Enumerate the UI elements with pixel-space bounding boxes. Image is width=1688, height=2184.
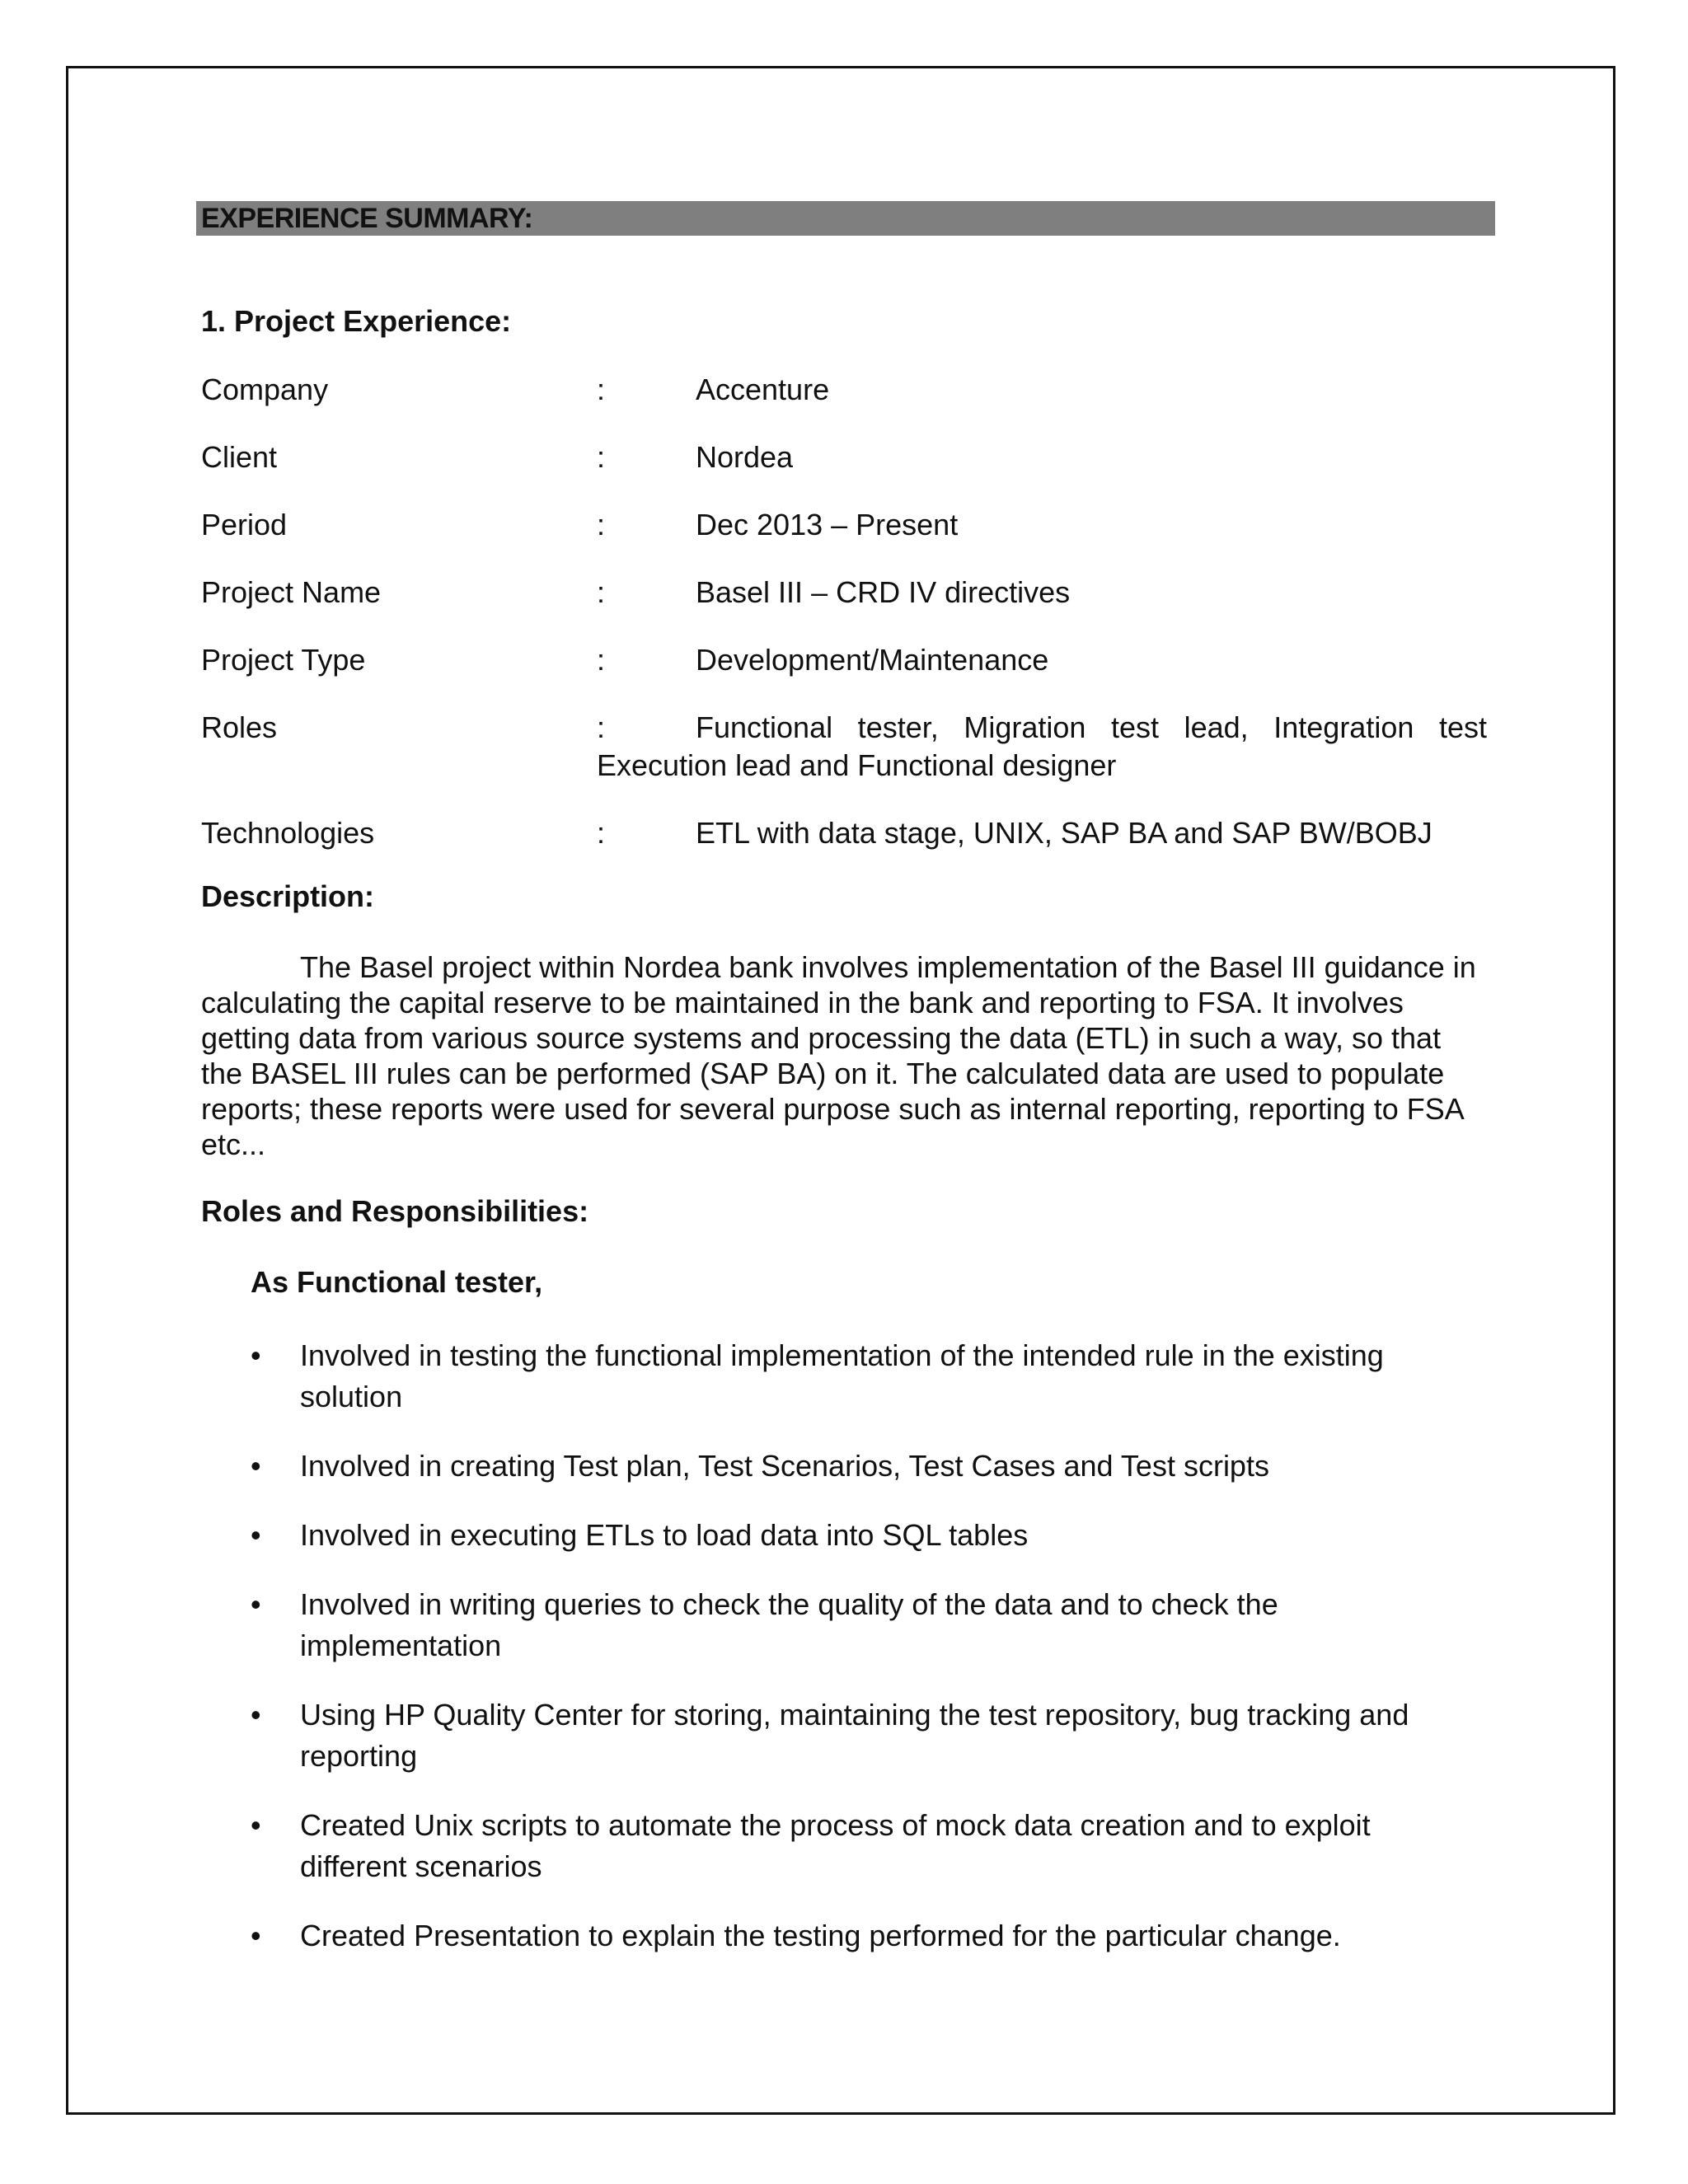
list-item-text: Involved in testing the functional implementation of the intended rule in the existing solution — [300, 1338, 1384, 1413]
detail-label: Company — [201, 373, 329, 406]
list-item-text: Involved in creating Test plan, Test Scenarios, Test Cases and Test scripts — [300, 1449, 1269, 1483]
list-item-text: Involved in executing ETLs to load data into SQL tables — [300, 1518, 1029, 1552]
list-item-text: Involved in writing queries to check the quality of the data and to check the implementation — [300, 1587, 1278, 1662]
detail-colon: : — [597, 373, 606, 406]
bullet-icon: • — [251, 1698, 261, 1732]
detail-value: Accenture — [696, 373, 830, 406]
list-item-text: Created Unix scripts to automate the process of mock data creation and to exploit different scenarios — [300, 1808, 1371, 1883]
section-title-experience-summary: EXPERIENCE SUMMARY: — [196, 201, 1495, 236]
detail-label: Roles — [201, 710, 278, 744]
bullet-icon: • — [251, 1808, 261, 1842]
detail-label: Project Type — [201, 643, 366, 677]
description-heading: Description: — [201, 879, 375, 913]
responsibilities-heading: Roles and Responsibilities: — [201, 1194, 589, 1228]
bullet-icon: • — [251, 1449, 261, 1483]
bullet-icon: • — [251, 1587, 261, 1621]
detail-colon: : — [597, 710, 606, 744]
detail-label: Project Name — [201, 575, 382, 609]
detail-value: Development/Maintenance — [696, 643, 1049, 677]
detail-colon: : — [597, 816, 606, 850]
detail-value-roles — [597, 709, 1487, 785]
bullet-icon: • — [251, 1518, 261, 1552]
detail-colon: : — [597, 643, 606, 677]
detail-label: Client — [201, 440, 278, 474]
role-heading-functional-tester: As Functional tester, — [251, 1265, 543, 1299]
list-item-text: Using HP Quality Center for storing, maintaining the test repository, bug tracking and reporting — [300, 1698, 1409, 1773]
list-item-text: Created Presentation to explain the testing performed for the particular change. — [300, 1919, 1341, 1952]
detail-value: Basel III – CRD IV directives — [696, 575, 1071, 609]
detail-value: Dec 2013 – Present — [696, 508, 959, 541]
bullet-icon: • — [251, 1919, 261, 1952]
detail-value: Functional tester, Migration test lead, Integration test Execution lead and Functional designer — [597, 710, 1487, 782]
detail-label: Period — [201, 508, 288, 541]
detail-value: ETL with data stage, UNIX, SAP BA and SAP BW/BOBJ — [696, 816, 1432, 850]
detail-colon: : — [597, 508, 606, 541]
detail-colon: : — [597, 575, 606, 609]
detail-colon: : — [597, 440, 606, 474]
detail-value: Nordea — [696, 440, 794, 474]
detail-label: Technologies — [201, 816, 375, 850]
bullet-icon: • — [251, 1338, 261, 1372]
project-experience-heading: 1. Project Experience: — [201, 304, 512, 338]
description-paragraph: The Basel project within Nordea bank involves implementation of the Basel III guidance in calculating the capital reserve to be maintained in the bank and reporting to FSA. It involves getting data from various source systems and processing the data (ETL) in such a way, so that the BASEL III rules can be performed (SAP BA) on it. The calculated data are used to populate reports; these reports were used for several purpose such as internal reporting, reporting to FSA etc... — [201, 950, 1476, 1161]
